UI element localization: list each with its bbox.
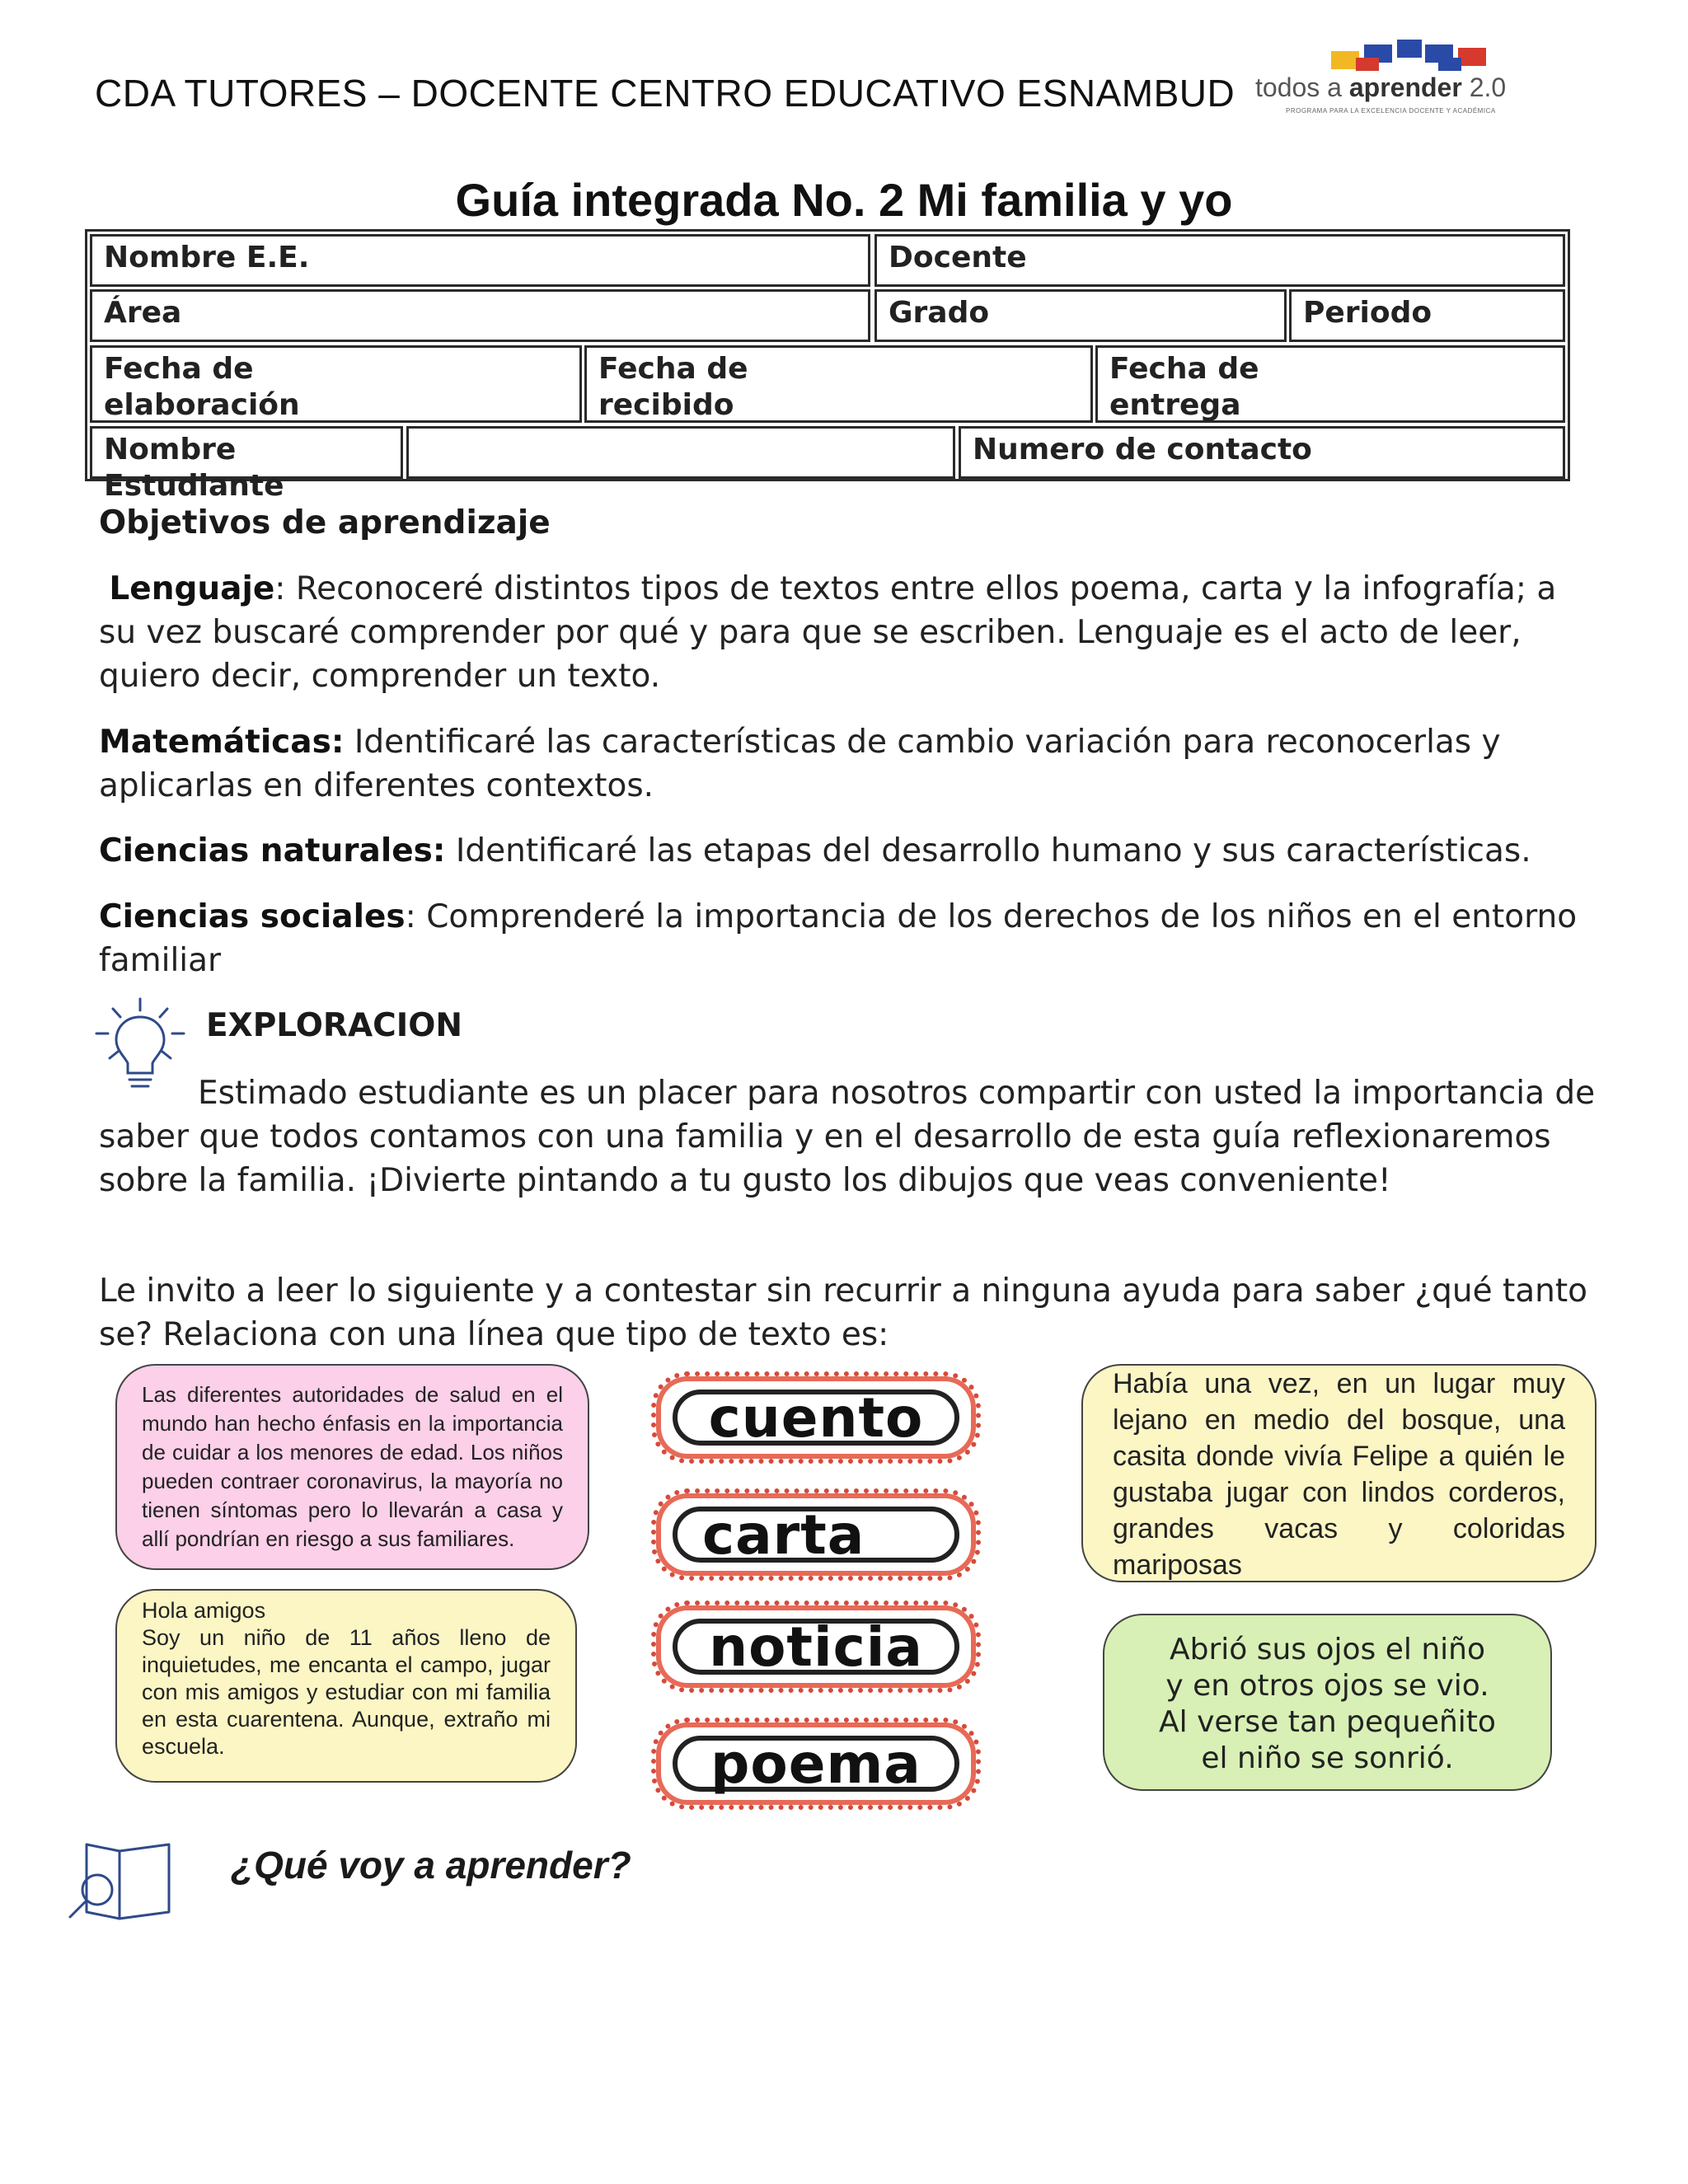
objective-ciencias-naturales: Ciencias naturales: Identificaré las etapas del desarrollo humano y sus características. [99,832,1531,869]
cell-docente: Docente [874,234,1565,287]
info-table [85,229,1570,503]
carta-text-box: Hola amigos Soy un niño de 11 años lleno de inquietudes, me encanta el campo, jugar con mis amigos y estudiar con mi familia en esta cuarentena. Aunque, extraño mi escuela. [115,1589,577,1783]
exploration-heading: EXPLORACION [206,1007,463,1044]
cell-fecha-recibido: Fecha de recibido [584,345,1093,423]
label-poema[interactable]: poema [651,1718,981,1810]
cell-fecha-entrega: Fecha de entrega [1095,345,1565,423]
nombre-estudiante-field[interactable] [406,426,955,479]
page-title: Guía integrada No. 2 Mi familia y yo [455,174,1233,226]
cell-periodo: Periodo [1289,289,1565,342]
logo-subtitle: PROGRAMA PARA LA EXCELENCIA DOCENTE Y ACADÉMICA [1286,107,1496,115]
exploration-instruction: Le invito a leer lo siguiente y a contestar sin recurrir a ninguna ayuda para saber ¿qué tanto se? Relaciona con una línea que tipo de texto es: [99,1272,1588,1353]
book-search-icon [66,1836,177,1927]
learn-heading: ¿Qué voy a aprender? [231,1844,631,1886]
cell-numero-contacto: Numero de contacto [959,426,1565,479]
logo-text-b: aprender [1348,73,1462,102]
noticia-text-box: Las diferentes autoridades de salud en el mundo han hecho énfasis en la importancia de cuidar a los menores de edad. Los niños pueden contraer coronavirus, la mayoría no tienen síntomas pero lo llevarán a casa y allí pondrían en riesgo a sus familiares. [115,1364,589,1570]
cell-fecha-elaboracion: Fecha de elaboración [90,345,582,423]
exploration-intro: Estimado estudiante es un placer para nosotros compartir con usted la importancia de saber que todos contamos con una familia y en el desarrollo de esta guía reflexionaremos sobre la familia. ¡Divierte pintando a tu gusto los dibujos que veas conveniente! [99,1075,1596,1199]
cell-grado: Grado [874,289,1287,342]
cell-area: Área [90,289,870,342]
logo-text-a: todos a [1255,73,1349,102]
label-noticia[interactable]: noticia [651,1601,981,1693]
objectives-heading: Objetivos de aprendizaje [99,504,551,541]
label-carta[interactable]: carta [651,1488,981,1581]
todos-a-aprender-logo [1249,33,1578,124]
cell-nombre-estudiante: Nombre Estudiante [90,426,403,479]
objective-ciencias-sociales: Ciencias sociales: Comprenderé la importancia de los derechos de los niños en el entorno familiar [99,898,1578,979]
label-cuento[interactable]: cuento [651,1371,981,1464]
cuento-text-box: Había una vez, en un lugar muy lejano en medio del bosque, una casita donde vivía Felipe a quién le gustaba jugar con lindos corderos, grandes vacas y coloridas mariposas [1081,1364,1597,1582]
objective-lenguaje: Lenguaje: Reconoceré distintos tipos de textos entre ellos poema, carta y la infografía; a su vez buscaré comprender por qué y para que se escriben. Lenguaje es el acto de leer, quiero decir, comprender un texto. [99,570,1557,695]
cell-nombre-ee: Nombre E.E. [90,234,870,287]
header-text: CDA TUTORES – DOCENTE CENTRO EDUCATIVO ESNAMBUD [95,72,1236,115]
poema-text-box: Abrió sus ojos el niño y en otros ojos se vio. Al verse tan pequeñito el niño se sonrió. [1103,1614,1552,1791]
logo-text-c: 2.0 [1461,73,1507,102]
objective-matematicas: Matemáticas: Identificaré las características de cambio variación para reconocerlas y aplicarlas en diferentes contextos. [99,724,1501,804]
